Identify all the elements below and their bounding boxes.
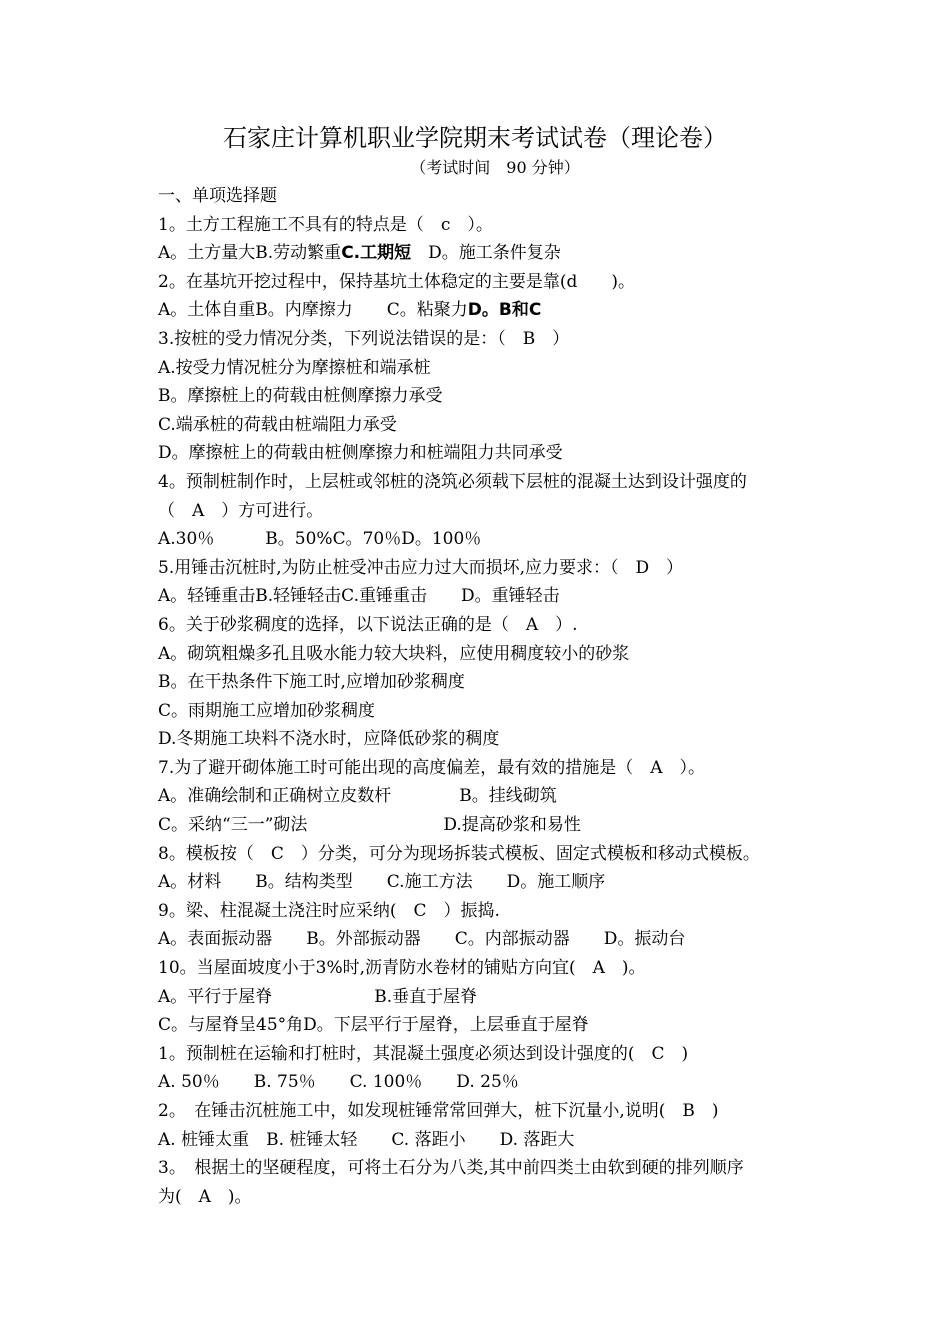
question-5-options: A。轻锤重击B.轻锤轻击C.重锤重击 D。重锤轻击 [158, 586, 560, 607]
question-b2-options: A. 桩锤太重 B. 桩锤太轻 C. 落距小 D. 落距大 [158, 1129, 575, 1150]
question-10-options-ab: A。平行于屋脊 B.垂直于屋脊 [158, 986, 478, 1007]
question-2: 2。在基坑开挖过程中，保持基坑土体稳定的主要是靠(d )。 [158, 271, 635, 292]
question-3: 3.按桩的受力情况分类，下列说法错误的是：（ B ） [158, 328, 570, 349]
question-9-options: A。表面振动器 B。外部振动器 C。内部振动器 D。振动台 [158, 929, 686, 950]
exam-duration: （考试时间 90 分钟） [410, 158, 580, 177]
question-b3-continued: 为( A )。 [158, 1186, 252, 1207]
question-7: 7.为了避开砌体施工时可能出现的高度偏差，最有效的措施是（ A ）。 [158, 757, 705, 778]
question-2-options [158, 296, 848, 325]
question-6-option-d: D.冬期施工块料不浇水时，应降低砂浆的稠度 [158, 729, 500, 750]
section-heading: 一、单项选择题 [158, 186, 277, 206]
question-4: 4。预制桩制作时，上层桩或邻桩的浇筑必须载下层桩的混凝土达到设计强度的 [158, 471, 747, 492]
question-3-option-c: C.端承桩的荷载由桩端阻力承受 [158, 414, 397, 435]
option-text-bold: C.工期短 [341, 243, 412, 264]
question-1-options [158, 239, 848, 268]
question-b1-options: A. 50％ B. 75％ C. 100％ D. 25％ [158, 1072, 519, 1093]
question-7-options-ab: A。准确绘制和正确树立皮数杆 B。挂线砌筑 [158, 786, 557, 807]
question-6-option-a: A。砌筑粗燥多孔且吸水能力较大块料，应使用稠度较小的砂浆 [158, 643, 630, 664]
question-5: 5.用锤击沉桩时,为防止桩受冲击应力过大而损坏,应力要求：（ D ） [158, 557, 684, 578]
option-text-bold: D。B和C [467, 300, 542, 321]
question-8-options: A。材料 B。结构类型 C.施工方法 D。施工顺序 [158, 872, 606, 893]
question-3-option-d: D。摩擦桩上的荷载由桩侧摩擦力和桩端阻力共同承受 [158, 443, 563, 464]
question-4-options: A.30％ B。50%C。70％D。100％ [158, 529, 482, 550]
question-8: 8。模板按（ C ）分类，可分为现场拆装式模板、固定式模板和移动式模板。 [158, 843, 760, 864]
option-text: A。土方量大B.劳动繁重 [158, 243, 342, 264]
option-text: D。施工条件复杂 [411, 243, 561, 264]
question-7-options-cd: C。采纳“三一”砌法 D.提高砂浆和易性 [158, 815, 581, 836]
question-6-option-c: C。雨期施工应增加砂浆稠度 [158, 700, 376, 721]
question-4-continued: （ A ）方可进行。 [158, 500, 324, 521]
question-b2: 2。 在锤击沉桩施工中，如发现桩锤常常回弹大，桩下沉量小,说明( B ) [158, 1101, 719, 1121]
question-10-options-cd: C。与屋脊呈45°角D。下层平行于屋脊，上层垂直于屋脊 [158, 1015, 589, 1036]
exam-title: 石家庄计算机职业学院期末考试试卷（理论卷） [223, 124, 727, 152]
question-b1: 1。预制桩在运输和打桩时，其混凝土强度必须达到设计强度的( C ) [158, 1043, 689, 1064]
question-6-option-b: B。在干热条件下施工时,应增加砂浆稠度 [158, 672, 465, 693]
question-3-option-a: A.按受力情况桩分为摩擦桩和端承桩 [158, 357, 431, 378]
question-6: 6。关于砂浆稠度的选择，以下说法正确的是（ A ）. [158, 614, 578, 635]
option-text: A。土体自重B。内摩擦力 C。粘聚力 [158, 300, 468, 321]
question-3-option-b: B。摩擦桩上的荷载由桩侧摩擦力承受 [158, 386, 443, 407]
exam-body [158, 182, 848, 1211]
question-10: 10。当屋面坡度小于3%时,沥青防水卷材的铺贴方向宜( A )。 [158, 958, 646, 979]
question-b3: 3。 根据土的坚硬程度，可将土石分为八类,其中前四类土由软到硬的排列顺序 [158, 1158, 744, 1179]
question-1: 1。土方工程施工不具有的特点是（ c ）。 [158, 214, 493, 235]
question-9: 9。梁、柱混凝土浇注时应采纳( C ）振捣. [158, 900, 500, 921]
